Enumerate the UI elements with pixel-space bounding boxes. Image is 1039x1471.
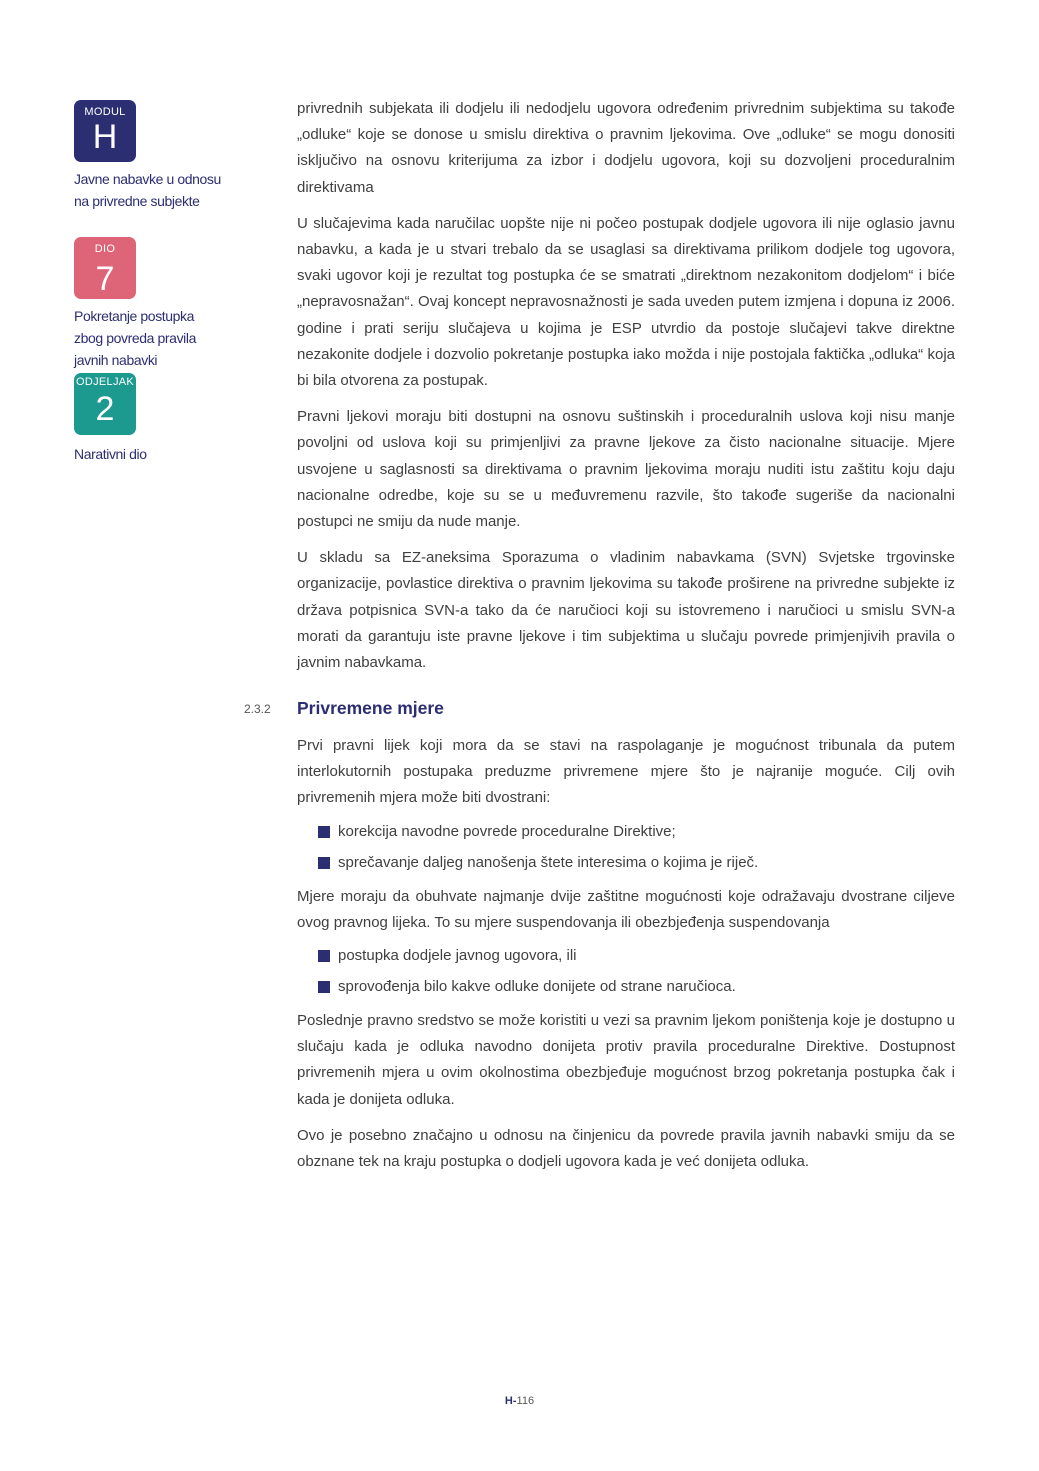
dio-tag: DIO: [94, 243, 116, 255]
paragraph: Ovo je posebno značajno u odnosu na činjenicu da povrede pravila javnih nabavki smiju da se obznane tek na kraju postupka o dodjeli ugovora kada je već donijeta odluka.: [297, 1126, 955, 1171]
bullet-square-icon: [318, 857, 330, 869]
modul-badge: [74, 100, 136, 162]
list-item: [318, 816, 955, 847]
odjeljak-label: Narativni dio: [74, 446, 147, 462]
paragraph: privrednih subjekata ili dodjelu ili nedodjelu ugovora određenim privrednim subjektima su takođe „odluke“ koje se donose u smislu direktiva o pravnim ljekovima. Ove „odluke“ se mogu donositi isključivo na osnovu kriterijuma za izbor i dodjelu ugovora, koji su dozvoljeni proceduralnim direktivama: [297, 100, 955, 196]
paragraph: U slučajevima kada naručilac uopšte nije ni počeo postupak dodjele ugovora ili nije oglasio javnu nabavku, a kada je u stvari trebalo da se usaglasi sa direktivama prilikom dodjele tog ugovora, svaki ugovor koji je rezultat tog postupka će se smatrati „direktnom nezakonitom dodjelom“ i biće „nepravosnažan“. Ovaj koncept nepravosnažnosti je sada uveden putem izmjena i dopuna iz 2006. godine i prati seriju slučajeva u kojima je ESP utvrdio da postoje slučajevi takve direktne nezakonite dodjele i dozvolio pokretanje postupka iako možda i nije postojala faktička „odluka“ koja bi bila otvorena za postupak.: [297, 214, 955, 390]
paragraph: Poslednje pravno sredstvo se može koristiti u vezi sa pravnim ljekom poništenja koje je dostupno u slučaju kada je odluka navodno donijeta protiv pravila proceduralne Direktive. Dostupnost privremenih mjera u ovim okolnostima obezbjeđuje mogućnost brzog pokretanja postupka čak i kada je donijeta odluka.: [297, 1012, 955, 1108]
list-item: [318, 971, 955, 1002]
bullet-list: [297, 816, 955, 878]
section-title: Privremene mjere: [297, 698, 444, 718]
paragraph: Prvi pravni lijek koji mora da se stavi na raspolaganje je mogućnost tribunala da putem interlokutornih postupaka preduzme privremene mjere što je najranije moguće. Cilj ovih privremenih mjera može biti dvostrani:: [297, 737, 955, 807]
list-item-text: sprovođenja bilo kakve odluke donijete od strane naručioca.: [338, 978, 736, 996]
paragraph: U skladu sa EZ-aneksima Sporazuma o vladinim nabavkama (SVN) Svjetske trgovinske organizacije, povlastice direktiva o pravnim ljekovima su takođe proširene na privredne subjekte iz država potpisnica SVN-a tako da će naručioci koji su istovremeno i naručioci u smislu SVN-a morati da garantuju iste pravne ljekove i tim subjektima u slučaju povrede primjenjivih pravila o javnim nabavkama.: [297, 549, 955, 672]
dio-label-line3: javnih nabavki: [74, 352, 158, 368]
sidebar: [74, 100, 264, 465]
odjeljak-number: 2: [95, 390, 115, 428]
list-item: [318, 847, 955, 878]
modul-label-line1: Javne nabavke u odnosu: [74, 171, 221, 187]
page-number: 116: [516, 1395, 535, 1407]
main-content: [297, 96, 955, 686]
odjeljak-badge: [74, 373, 136, 435]
list-item-text: sprečavanje daljeg nanošenja štete interesima o kojima je riječ.: [338, 853, 759, 871]
bullet-square-icon: [318, 950, 330, 962]
bullet-list: [297, 940, 955, 1002]
footer-prefix: H-: [504, 1395, 517, 1407]
dio-badge: [74, 237, 136, 299]
dio-label-line2: zbog povreda pravila: [74, 330, 196, 346]
section-number: 2.3.2: [244, 702, 271, 716]
dio-number: 7: [95, 260, 115, 298]
modul-label-line2: na privredne subjekte: [74, 193, 200, 209]
modul-tag: MODUL: [84, 106, 126, 118]
page-footer: [0, 1395, 1039, 1407]
list-item: [318, 940, 955, 971]
section-content: [297, 733, 955, 1185]
bullet-square-icon: [318, 826, 330, 838]
modul-label: [74, 168, 264, 212]
dio-label-line1: Pokretanje postupka: [74, 308, 195, 324]
list-item-text: korekcija navodne povrede proceduralne Direktive;: [338, 822, 676, 840]
paragraph: Pravni ljekovi moraju biti dostupni na osnovu suštinskih i proceduralnih uslova koji nisu manje povoljni od uslova koji su primjenljivi za pravne ljekove za čisto nacionalne situacije. Mjere usvojene u saglasnosti sa direktivama o pravnim ljekovima moraju nuditi istu zaštitu koju daju nacionalne odredbe, koje su se u međuvremenu razvile, što takođe sugeriše da nacionalni postupci ne smiju da nude manje.: [297, 408, 955, 531]
list-item-text: postupka dodjele javnog ugovora, ili: [338, 947, 577, 965]
bullet-square-icon: [318, 981, 330, 993]
odjeljak-tag: ODJELJAK: [75, 376, 135, 388]
modul-letter: H: [92, 118, 118, 156]
paragraph: Mjere moraju da obuhvate najmanje dvije zaštitne mogućnosti koje odražavaju dvostrane ciljeve ovog pravnog lijeka. To su mjere suspendovanja ili obezbjeđenja suspendovanja: [297, 887, 955, 931]
dio-label: [74, 305, 264, 371]
